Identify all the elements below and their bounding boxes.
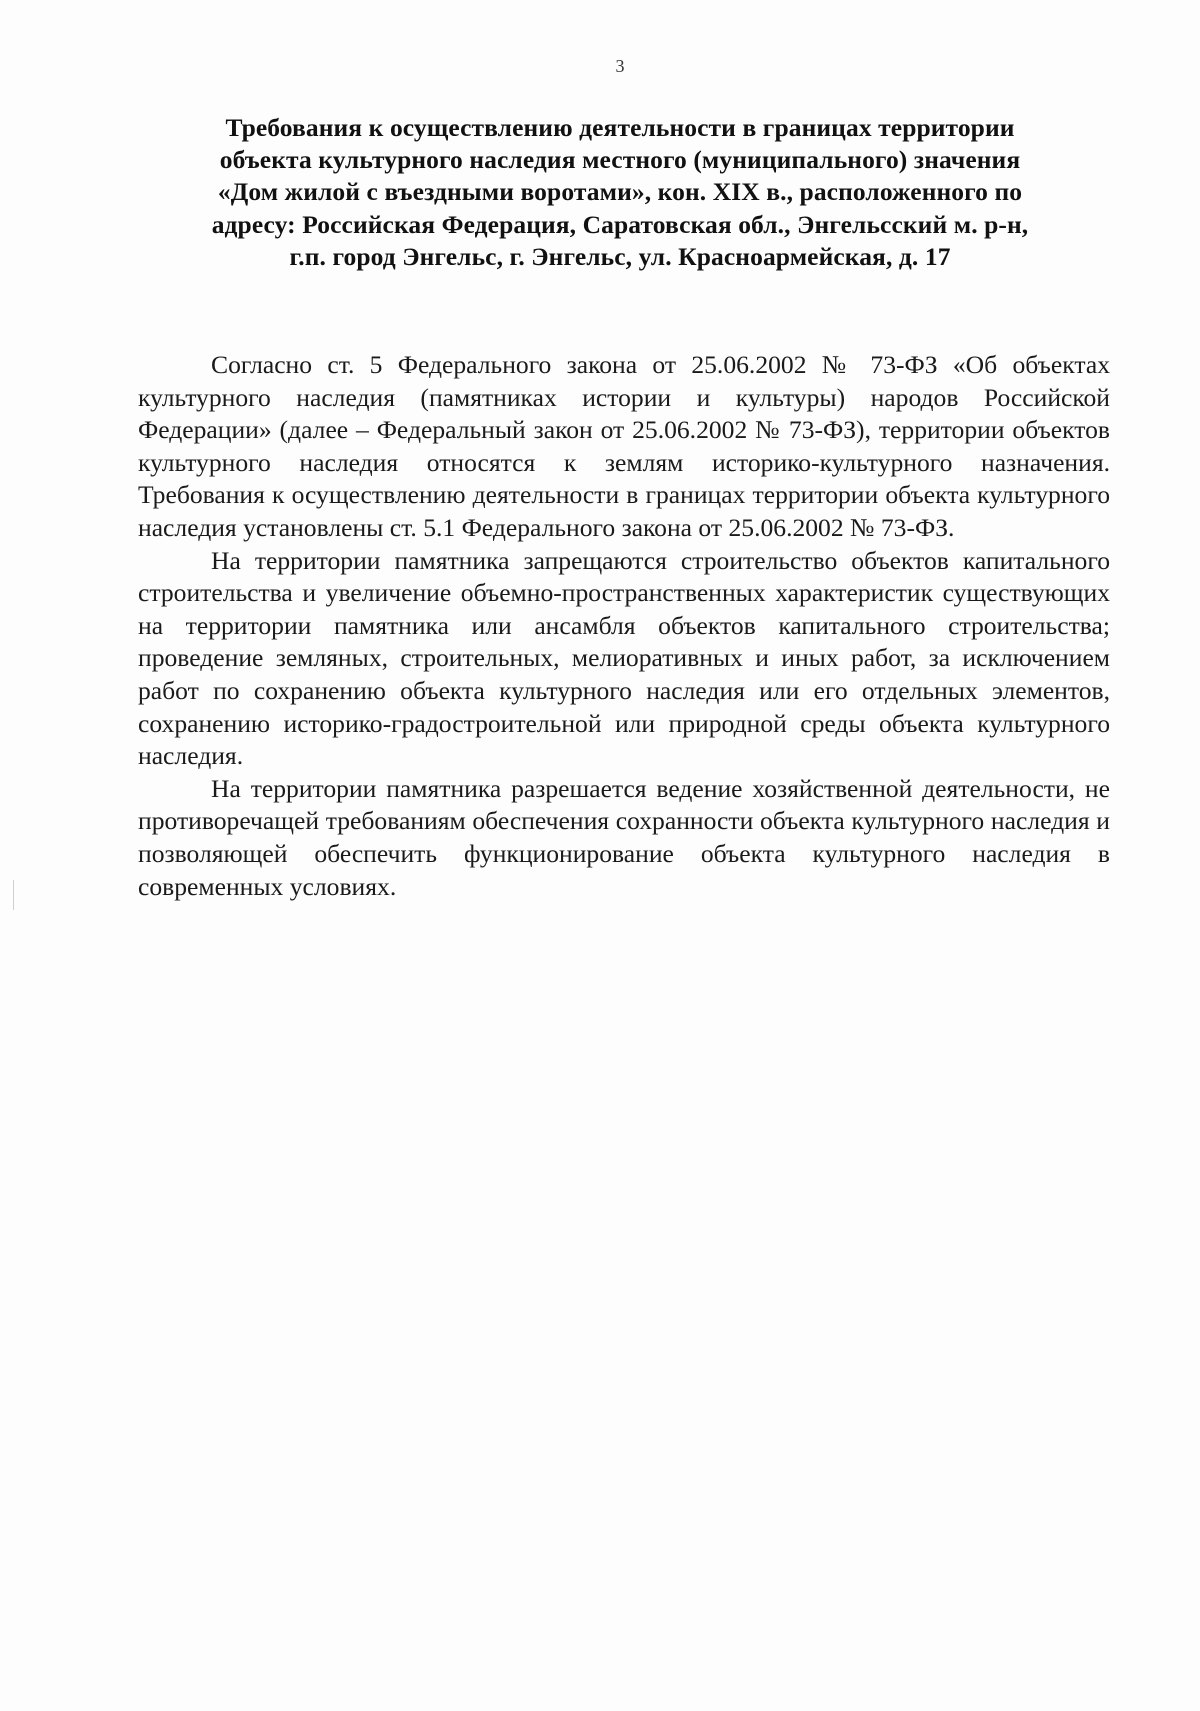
paragraph: На территории памятника разрешается ведение хозяйственной деятельности, не противоречащей требованиям обеспечения сохранности объекта культурного наследия и позволяющей обеспечить функционирование объекта культурного наследия в современных условиях. <box>138 773 1110 901</box>
document-title <box>140 112 1100 273</box>
document-body <box>138 349 1110 903</box>
paragraph: На территории памятника запрещаются строительство объектов капитального строительства и увеличение объемно-пространственных характеристик существующих на территории памятника или ансамбля объектов капитального строительства; проведение земляных, строительных, мелиоративных и иных работ, за исключением работ по сохранению объекта культурного наследия или его отдельных элементов, сохранению историко-градостроительной или природной среды объекта культурного наследия. <box>138 545 1110 771</box>
paragraph: Согласно ст. 5 Федерального закона от 25.06.2002 № 73-ФЗ «Об объектах культурного наследия (памятниках истории и культуры) народов Российской Федерации» (далее – Федеральный закон от 25.06.2002 № 73-ФЗ), территории объектов культурного наследия относятся к землям историко-культурного назначения. Требования к осуществлению деятельности в границах территории объекта культурного наследия установлены ст. 5.1 Федерального закона от 25.06.2002 № 73-ФЗ. <box>138 350 1110 542</box>
scan-artifact <box>13 880 14 910</box>
page-number: 3 <box>615 56 625 76</box>
title-line: «Дом жилой с въездными воротами», кон. XIX в., расположенного по <box>217 177 1023 207</box>
title-line: г.п. город Энгельс, г. Энгельс, ул. Красноармейская, д. 17 <box>289 241 951 271</box>
title-line: Требования к осуществлению деятельности в границах территории <box>225 113 1015 142</box>
title-line: объекта культурного наследия местного (муниципального) значения <box>219 145 1021 175</box>
title-line: адресу: Российская Федерация, Саратовская обл., Энгельсский м. р-н, <box>211 209 1029 239</box>
